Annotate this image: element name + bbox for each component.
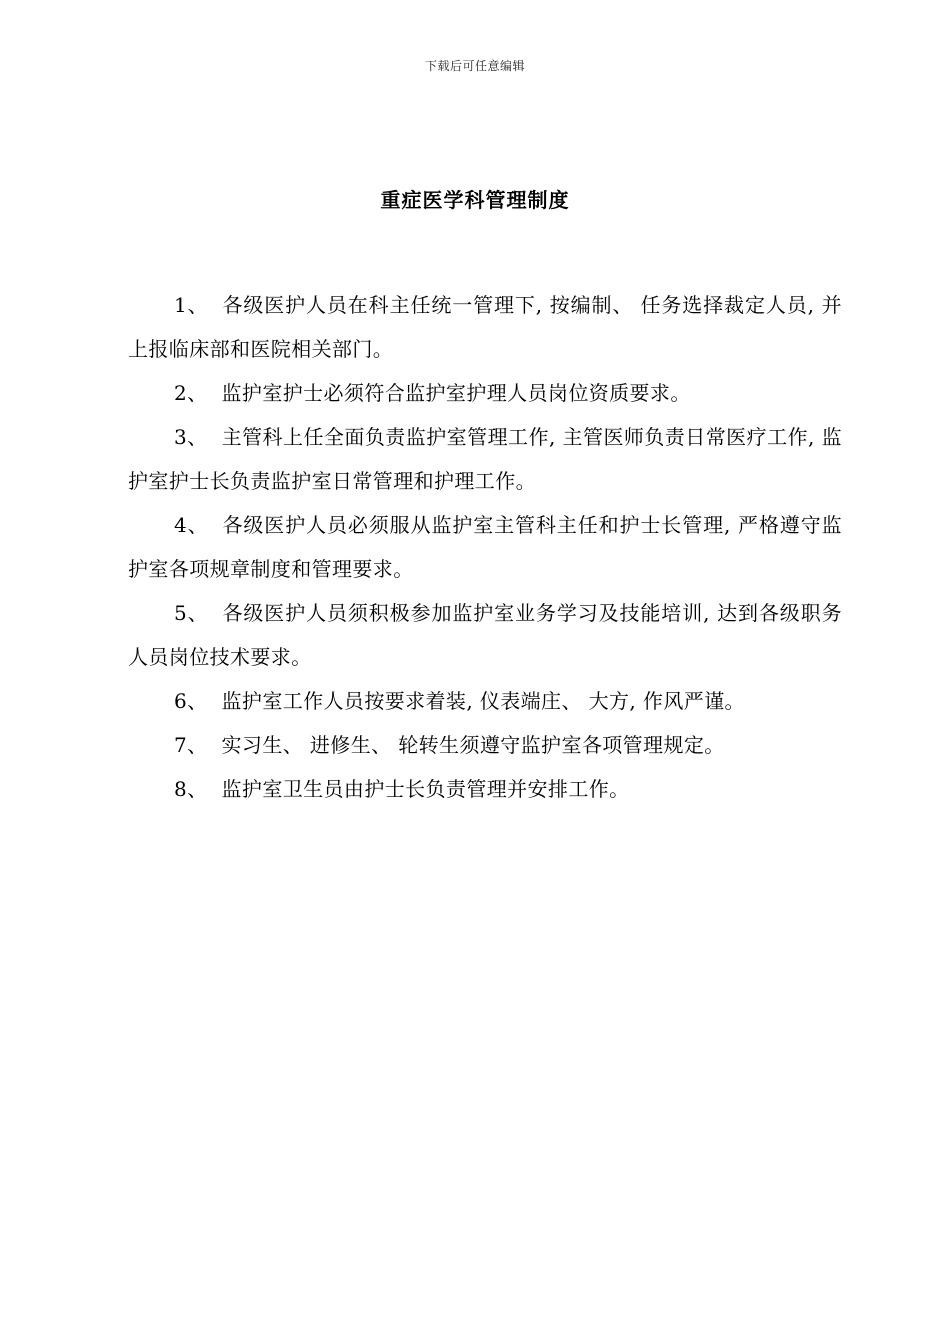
- item-text: 监护室卫生员由护士长负责管理并安排工作。: [221, 777, 630, 801]
- regulation-item-6: [128, 679, 842, 723]
- item-text: 监护室护士必须符合监护室护理人员岗位资质要求。: [221, 381, 691, 405]
- document-title: 重症医学科管理制度: [380, 188, 570, 212]
- item-number: 7、: [174, 733, 208, 757]
- regulation-item-5: [128, 591, 842, 679]
- item-text: 各级医护人员必须服从监护室主管科主任和护士长管理, 严格遵守监护室各项规章制度和管理要求。: [128, 513, 842, 581]
- regulation-item-7: [128, 723, 842, 767]
- item-text: 实习生、 进修生、 轮转生须遵守监护室各项管理规定。: [221, 733, 725, 757]
- regulation-item-2: [128, 371, 842, 415]
- item-number: 4、: [174, 513, 209, 537]
- item-text: 各级医护人员须积极参加监护室业务学习及技能培训, 达到各级职务人员岗位技术要求。: [128, 601, 842, 669]
- item-text: 各级医护人员在科主任统一管理下, 按编制、 任务选择裁定人员, 并上报临床部和医院相关部门。: [128, 293, 842, 361]
- item-number: 2、: [174, 381, 208, 405]
- regulation-item-8: [128, 767, 842, 811]
- item-number: 6、: [174, 689, 208, 713]
- item-text: 主管科上任全面负责监护室管理工作, 主管医师负责日常医疗工作, 监护室护士长负责监护室日常管理和护理工作。: [128, 425, 842, 493]
- item-text: 监护室工作人员按要求着装, 仪表端庄、 大方, 作风严谨。: [221, 689, 745, 713]
- item-number: 3、: [174, 425, 208, 449]
- header-note: 下载后可任意编辑: [424, 59, 525, 73]
- regulation-item-4: [128, 503, 842, 591]
- item-number: 1、: [174, 293, 209, 317]
- regulation-item-1: [128, 283, 842, 371]
- regulation-list: [128, 283, 842, 811]
- item-number: 5、: [174, 601, 209, 625]
- regulation-item-3: [128, 415, 842, 503]
- item-number: 8、: [174, 777, 208, 801]
